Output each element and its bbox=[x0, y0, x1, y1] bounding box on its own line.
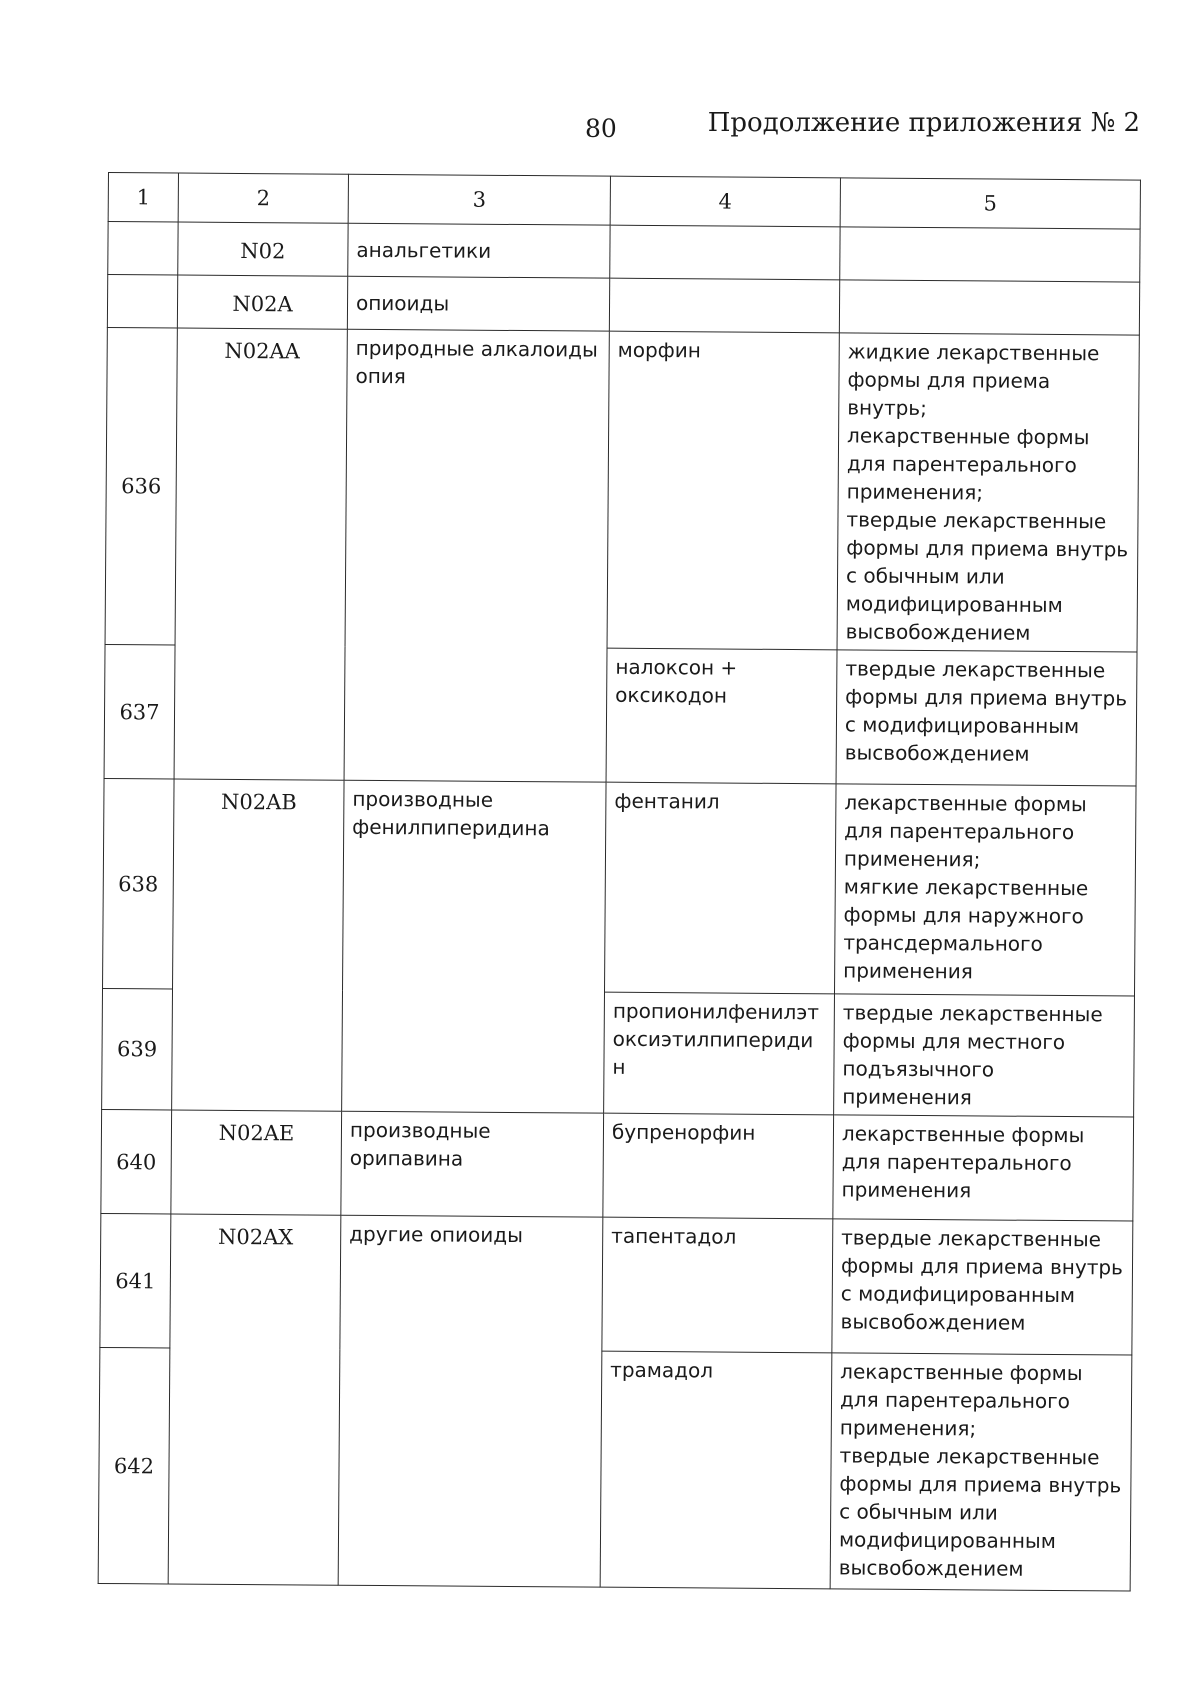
drug-name: трамадол bbox=[600, 1351, 832, 1589]
column-header: 2 bbox=[178, 173, 348, 223]
table-row bbox=[103, 778, 1137, 996]
page-header: Продолжение приложения № 2 bbox=[707, 108, 1140, 138]
atc-group-name: другие опиоиды bbox=[338, 1215, 603, 1587]
drug-name: бупренорфин bbox=[603, 1113, 834, 1219]
row-number: 642 bbox=[98, 1347, 170, 1584]
dosage-forms bbox=[839, 280, 1139, 335]
drug-name: пропионилфенилэтоксиэтилпиперидин bbox=[604, 992, 835, 1115]
dosage-forms: твердые лекарственные формы для приема внутрь с модифицированным высвобождением bbox=[832, 1219, 1133, 1355]
dosage-forms: лекарственные формы для парентерального применения; мягкие лекарственные формы для наружного трансдермального применения bbox=[834, 784, 1136, 996]
atc-group-name: производные фенилпиперидина bbox=[342, 780, 606, 1113]
atc-group-name: анальгетики bbox=[348, 223, 610, 278]
dosage-forms: лекарственные формы для парентерального применения; твердые лекарственные формы для приема внутрь с обычным или модифицированным высвобождением bbox=[830, 1353, 1132, 1591]
dosage-forms: лекарственные формы для парентерального применения bbox=[833, 1115, 1134, 1221]
row-number bbox=[107, 275, 177, 329]
column-header: 5 bbox=[840, 178, 1140, 229]
group-row bbox=[107, 275, 1139, 336]
drug-name: тапентадол bbox=[602, 1217, 833, 1353]
row-number: 640 bbox=[101, 1109, 172, 1214]
group-row bbox=[108, 222, 1140, 283]
drug-name bbox=[610, 225, 840, 280]
atc-code: N02A bbox=[177, 275, 347, 329]
dosage-forms: твердые лекарственные формы для местного подъязычного применения bbox=[834, 994, 1135, 1117]
page-number: 80 bbox=[585, 114, 617, 143]
atc-code: N02AA bbox=[174, 328, 347, 780]
table-row bbox=[101, 1109, 1134, 1221]
atc-code: N02AX bbox=[168, 1214, 341, 1585]
drug-name: морфин bbox=[607, 331, 839, 650]
table-row bbox=[105, 327, 1139, 652]
row-number: 637 bbox=[104, 644, 175, 779]
atc-group-name: производные орипавина bbox=[341, 1111, 604, 1217]
column-header: 1 bbox=[108, 173, 178, 223]
header-row bbox=[108, 173, 1140, 230]
atc-group-name: природные алкалоиды опия bbox=[344, 329, 609, 782]
row-number: 636 bbox=[105, 327, 177, 645]
column-header: 4 bbox=[610, 176, 840, 227]
table-row bbox=[100, 1213, 1133, 1355]
dosage-forms bbox=[840, 227, 1140, 282]
drug-table bbox=[98, 172, 1141, 1592]
drug-name: фентанил bbox=[605, 782, 837, 994]
atc-code: N02 bbox=[178, 222, 348, 276]
row-number bbox=[108, 222, 178, 276]
column-header: 3 bbox=[348, 174, 610, 225]
row-number: 638 bbox=[103, 778, 175, 989]
dosage-forms: твердые лекарственные формы для приема внутрь с модифицированным высвобождением bbox=[836, 650, 1137, 786]
drug-name bbox=[609, 278, 839, 333]
row-number: 641 bbox=[100, 1213, 171, 1348]
atc-code: N02AB bbox=[172, 779, 344, 1111]
dosage-forms: жидкие лекарственные формы для приема внутрь; лекарственные формы для парентерального применения; твердые лекарственные формы для приема внутрь с обычным или модифицированным высвобождением bbox=[837, 333, 1139, 652]
atc-code: N02AE bbox=[171, 1110, 342, 1215]
atc-group-name: опиоиды bbox=[347, 276, 609, 331]
row-number: 639 bbox=[102, 988, 173, 1110]
drug-name: налоксон + оксикодон bbox=[606, 648, 837, 784]
